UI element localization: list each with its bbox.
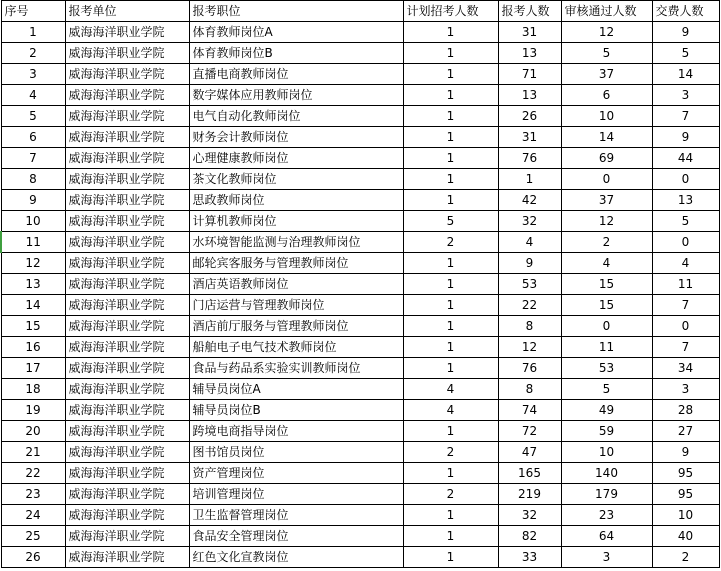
cell-seq: 25 <box>1 526 65 547</box>
cell-paid: 14 <box>652 64 719 85</box>
header-cell-approved: 审核通过人数 <box>561 1 652 22</box>
cell-unit: 威海海洋职业学院 <box>65 274 189 295</box>
table-body <box>1 22 719 568</box>
cell-approved: 0 <box>561 169 652 190</box>
table-row <box>1 148 719 169</box>
cell-applicants: 165 <box>498 463 561 484</box>
cell-planned: 1 <box>403 85 498 106</box>
header-cell-position: 报考职位 <box>189 1 403 22</box>
cell-approved: 3 <box>561 547 652 568</box>
cell-approved: 53 <box>561 358 652 379</box>
cell-seq: 17 <box>1 358 65 379</box>
cell-seq: 9 <box>1 190 65 211</box>
cell-paid: 27 <box>652 421 719 442</box>
cell-planned: 1 <box>403 190 498 211</box>
cell-seq: 18 <box>1 379 65 400</box>
cell-unit: 威海海洋职业学院 <box>65 400 189 421</box>
cell-seq: 5 <box>1 106 65 127</box>
cell-unit: 威海海洋职业学院 <box>65 505 189 526</box>
cell-paid: 10 <box>652 505 719 526</box>
cell-seq: 20 <box>1 421 65 442</box>
table-row <box>1 64 719 85</box>
cell-planned: 5 <box>403 211 498 232</box>
cell-position: 水环境智能监测与治理教师岗位 <box>189 232 403 253</box>
cell-planned: 1 <box>403 64 498 85</box>
table-row <box>1 358 719 379</box>
cell-paid: 11 <box>652 274 719 295</box>
cell-seq: 16 <box>1 337 65 358</box>
cell-position: 跨境电商指导岗位 <box>189 421 403 442</box>
cell-planned: 1 <box>403 358 498 379</box>
cell-unit: 威海海洋职业学院 <box>65 232 189 253</box>
cell-paid: 4 <box>652 253 719 274</box>
cell-position: 数字媒体应用教师岗位 <box>189 85 403 106</box>
cell-approved: 64 <box>561 526 652 547</box>
cell-planned: 2 <box>403 232 498 253</box>
cell-paid: 0 <box>652 316 719 337</box>
cell-applicants: 76 <box>498 148 561 169</box>
cell-approved: 37 <box>561 190 652 211</box>
cell-approved: 2 <box>561 232 652 253</box>
cell-approved: 140 <box>561 463 652 484</box>
cell-position: 邮轮宾客服务与管理教师岗位 <box>189 253 403 274</box>
cell-seq: 2 <box>1 43 65 64</box>
cell-seq: 15 <box>1 316 65 337</box>
cell-position: 红色文化宣教岗位 <box>189 547 403 568</box>
cell-paid: 0 <box>652 169 719 190</box>
header-cell-paid: 交费人数 <box>652 1 719 22</box>
cell-position: 卫生监督管理岗位 <box>189 505 403 526</box>
cell-applicants: 9 <box>498 253 561 274</box>
cell-approved: 179 <box>561 484 652 505</box>
cell-planned: 1 <box>403 505 498 526</box>
cell-applicants: 82 <box>498 526 561 547</box>
cell-unit: 威海海洋职业学院 <box>65 484 189 505</box>
cell-approved: 49 <box>561 400 652 421</box>
cell-position: 图书馆员岗位 <box>189 442 403 463</box>
cell-position: 门店运营与管理教师岗位 <box>189 295 403 316</box>
table-row <box>1 505 719 526</box>
cell-approved: 11 <box>561 337 652 358</box>
cell-paid: 3 <box>652 85 719 106</box>
cell-approved: 4 <box>561 253 652 274</box>
cell-applicants: 74 <box>498 400 561 421</box>
cell-planned: 1 <box>403 421 498 442</box>
header-cell-applicants: 报考人数 <box>498 1 561 22</box>
cell-position: 食品与药品系实验实训教师岗位 <box>189 358 403 379</box>
cell-unit: 威海海洋职业学院 <box>65 43 189 64</box>
cell-paid: 13 <box>652 190 719 211</box>
cell-seq: 12 <box>1 253 65 274</box>
cell-seq: 13 <box>1 274 65 295</box>
cell-position: 酒店英语教师岗位 <box>189 274 403 295</box>
cell-approved: 69 <box>561 148 652 169</box>
cell-planned: 1 <box>403 295 498 316</box>
cell-position: 体育教师岗位A <box>189 22 403 43</box>
cell-paid: 9 <box>652 22 719 43</box>
cell-paid: 3 <box>652 379 719 400</box>
cell-unit: 威海海洋职业学院 <box>65 442 189 463</box>
table-row <box>1 316 719 337</box>
cell-applicants: 76 <box>498 358 561 379</box>
cell-planned: 1 <box>403 106 498 127</box>
cell-approved: 12 <box>561 22 652 43</box>
cell-planned: 1 <box>403 253 498 274</box>
cell-planned: 2 <box>403 442 498 463</box>
cell-applicants: 13 <box>498 43 561 64</box>
cell-seq: 7 <box>1 148 65 169</box>
table-row <box>1 43 719 64</box>
cell-applicants: 219 <box>498 484 561 505</box>
table-row <box>1 295 719 316</box>
cell-seq: 23 <box>1 484 65 505</box>
cell-position: 计算机教师岗位 <box>189 211 403 232</box>
cell-seq: 22 <box>1 463 65 484</box>
cell-unit: 威海海洋职业学院 <box>65 148 189 169</box>
cell-applicants: 53 <box>498 274 561 295</box>
table-row <box>1 190 719 211</box>
cell-seq: 21 <box>1 442 65 463</box>
table-row <box>1 232 719 253</box>
cell-seq: 11 <box>1 232 65 253</box>
header-cell-unit: 报考单位 <box>65 1 189 22</box>
cell-unit: 威海海洋职业学院 <box>65 211 189 232</box>
cell-seq: 10 <box>1 211 65 232</box>
cell-unit: 威海海洋职业学院 <box>65 526 189 547</box>
cell-approved: 12 <box>561 211 652 232</box>
cell-position: 船舶电子电气技术教师岗位 <box>189 337 403 358</box>
cell-applicants: 26 <box>498 106 561 127</box>
cell-paid: 34 <box>652 358 719 379</box>
cell-applicants: 13 <box>498 85 561 106</box>
cell-seq: 19 <box>1 400 65 421</box>
table-row <box>1 169 719 190</box>
cell-planned: 1 <box>403 463 498 484</box>
cell-unit: 威海海洋职业学院 <box>65 106 189 127</box>
cell-paid: 95 <box>652 484 719 505</box>
cell-paid: 7 <box>652 295 719 316</box>
table-row <box>1 484 719 505</box>
cell-applicants: 33 <box>498 547 561 568</box>
table-row <box>1 337 719 358</box>
cell-unit: 威海海洋职业学院 <box>65 316 189 337</box>
cell-seq: 26 <box>1 547 65 568</box>
cell-applicants: 42 <box>498 190 561 211</box>
cell-paid: 40 <box>652 526 719 547</box>
cell-planned: 1 <box>403 22 498 43</box>
header-cell-seq: 序号 <box>1 1 65 22</box>
cell-paid: 28 <box>652 400 719 421</box>
cell-planned: 1 <box>403 316 498 337</box>
cell-applicants: 72 <box>498 421 561 442</box>
cell-approved: 15 <box>561 295 652 316</box>
cell-approved: 5 <box>561 43 652 64</box>
cell-planned: 2 <box>403 484 498 505</box>
cell-paid: 5 <box>652 43 719 64</box>
cell-unit: 威海海洋职业学院 <box>65 463 189 484</box>
cell-planned: 1 <box>403 547 498 568</box>
table-row <box>1 526 719 547</box>
cell-approved: 23 <box>561 505 652 526</box>
cell-position: 辅导员岗位B <box>189 400 403 421</box>
cell-paid: 9 <box>652 127 719 148</box>
table-row <box>1 22 719 43</box>
cell-approved: 59 <box>561 421 652 442</box>
cell-position: 培训管理岗位 <box>189 484 403 505</box>
cell-approved: 0 <box>561 316 652 337</box>
cell-paid: 0 <box>652 232 719 253</box>
cell-applicants: 32 <box>498 505 561 526</box>
table-row <box>1 211 719 232</box>
cell-planned: 1 <box>403 127 498 148</box>
header-row <box>1 1 719 22</box>
cell-position: 思政教师岗位 <box>189 190 403 211</box>
cell-applicants: 12 <box>498 337 561 358</box>
header-cell-planned: 计划招考人数 <box>403 1 498 22</box>
cell-planned: 1 <box>403 337 498 358</box>
cell-applicants: 4 <box>498 232 561 253</box>
cell-applicants: 32 <box>498 211 561 232</box>
cell-approved: 37 <box>561 64 652 85</box>
cell-applicants: 8 <box>498 379 561 400</box>
cell-unit: 威海海洋职业学院 <box>65 190 189 211</box>
cell-unit: 威海海洋职业学院 <box>65 421 189 442</box>
cell-planned: 1 <box>403 43 498 64</box>
table-row <box>1 127 719 148</box>
cell-position: 心理健康教师岗位 <box>189 148 403 169</box>
cell-approved: 10 <box>561 106 652 127</box>
cell-position: 电气自动化教师岗位 <box>189 106 403 127</box>
cell-position: 食品安全管理岗位 <box>189 526 403 547</box>
cell-approved: 15 <box>561 274 652 295</box>
cell-planned: 4 <box>403 379 498 400</box>
table-row <box>1 379 719 400</box>
cell-unit: 威海海洋职业学院 <box>65 295 189 316</box>
cell-paid: 2 <box>652 547 719 568</box>
cell-applicants: 8 <box>498 316 561 337</box>
cell-applicants: 1 <box>498 169 561 190</box>
cell-seq: 14 <box>1 295 65 316</box>
cell-applicants: 22 <box>498 295 561 316</box>
cell-unit: 威海海洋职业学院 <box>65 253 189 274</box>
cell-planned: 1 <box>403 274 498 295</box>
cell-applicants: 31 <box>498 127 561 148</box>
cell-seq: 3 <box>1 64 65 85</box>
cell-planned: 4 <box>403 400 498 421</box>
table-row <box>1 253 719 274</box>
table-row <box>1 442 719 463</box>
cell-seq: 1 <box>1 22 65 43</box>
cell-applicants: 71 <box>498 64 561 85</box>
cell-paid: 95 <box>652 463 719 484</box>
cell-unit: 威海海洋职业学院 <box>65 64 189 85</box>
cell-position: 辅导员岗位A <box>189 379 403 400</box>
cell-unit: 威海海洋职业学院 <box>65 85 189 106</box>
cell-unit: 威海海洋职业学院 <box>65 169 189 190</box>
cell-paid: 44 <box>652 148 719 169</box>
cell-unit: 威海海洋职业学院 <box>65 337 189 358</box>
cell-approved: 5 <box>561 379 652 400</box>
cell-paid: 7 <box>652 106 719 127</box>
cell-applicants: 47 <box>498 442 561 463</box>
cell-unit: 威海海洋职业学院 <box>65 127 189 148</box>
cell-planned: 1 <box>403 148 498 169</box>
cell-position: 资产管理岗位 <box>189 463 403 484</box>
cell-paid: 9 <box>652 442 719 463</box>
cell-position: 财务会计教师岗位 <box>189 127 403 148</box>
cell-seq: 6 <box>1 127 65 148</box>
cell-unit: 威海海洋职业学院 <box>65 547 189 568</box>
table-row <box>1 400 719 421</box>
cell-unit: 威海海洋职业学院 <box>65 22 189 43</box>
table-row <box>1 106 719 127</box>
cell-planned: 1 <box>403 169 498 190</box>
table-row <box>1 547 719 568</box>
cell-approved: 10 <box>561 442 652 463</box>
cell-paid: 5 <box>652 211 719 232</box>
cell-position: 茶文化教师岗位 <box>189 169 403 190</box>
cell-position: 体育教师岗位B <box>189 43 403 64</box>
cell-approved: 6 <box>561 85 652 106</box>
table-row <box>1 421 719 442</box>
cell-unit: 威海海洋职业学院 <box>65 358 189 379</box>
cell-applicants: 31 <box>498 22 561 43</box>
cell-seq: 4 <box>1 85 65 106</box>
cell-seq: 8 <box>1 169 65 190</box>
cell-paid: 7 <box>652 337 719 358</box>
cell-position: 直播电商教师岗位 <box>189 64 403 85</box>
table-row <box>1 463 719 484</box>
cell-approved: 14 <box>561 127 652 148</box>
cell-seq: 24 <box>1 505 65 526</box>
table-row <box>1 85 719 106</box>
cell-position: 酒店前厅服务与管理教师岗位 <box>189 316 403 337</box>
cell-unit: 威海海洋职业学院 <box>65 379 189 400</box>
cell-planned: 1 <box>403 526 498 547</box>
table-row <box>1 274 719 295</box>
